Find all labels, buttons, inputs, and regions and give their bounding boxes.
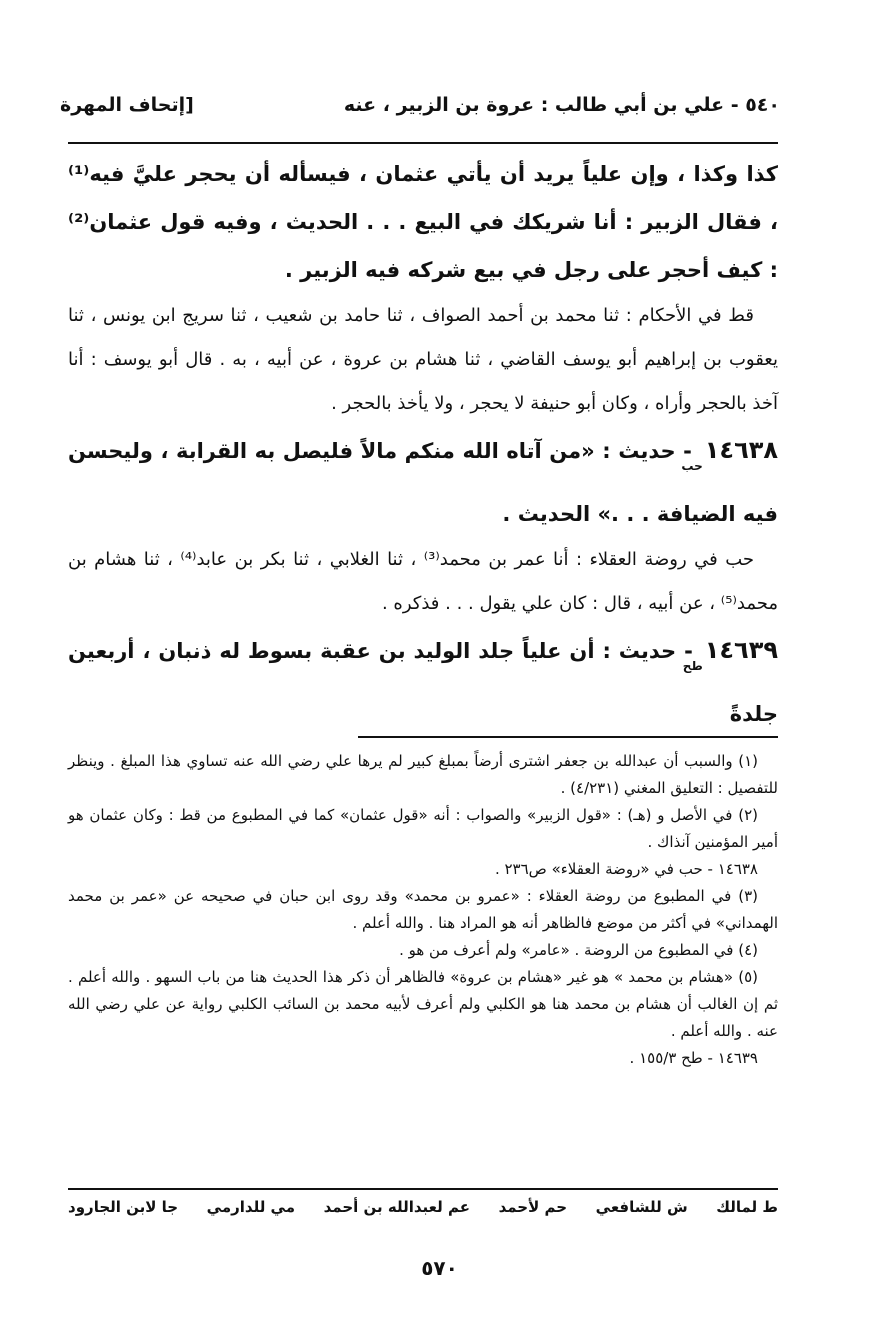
footnote-5: (٥) «هشام بن محمد » هو غير «هشام بن عروة» فالظاهر أن ذكر هذا الحديث هنا من باب السهو . والله أعلم . ثم إن الغالب أن هشام بن محمد هنا هو الكلبي ولم أعرف لأبيه محمد بن السائب الكلبي رواية عن علي رضي الله عنه . والله أعلم . — [68, 968, 778, 1040]
hadith-number: ١٤٦٣٩ — [704, 636, 778, 664]
hadith-text: - حديث : «من آتاه الله منكم مالاً فليصل به القرابة ، وليحسن فيه الضيافة . . .» الحديث . — [68, 439, 778, 526]
paragraph-isnad: حب في روضة العقلاء : أنا عمر بن محمد⁽³⁾ ، ثنا الغلابي ، ثنا بكر بن عابد⁽⁴⁾ ، ثنا هشام بن محمد⁽⁵⁾ ، عن أبيه ، قال : كان علي يقول . . . فذكره . — [68, 549, 778, 614]
hadith-text: - حديث : أن علياً جلد الوليد بن عقبة بسوط له ذنبان ، أربعين جلدةً — [68, 639, 778, 726]
siglum-item: جا لابن الجارود — [68, 1198, 179, 1216]
siglum-item: مي للدارمي — [206, 1198, 296, 1216]
header-rule — [68, 142, 778, 144]
siglum-item: عم لعبدالله بن أحمد — [323, 1198, 470, 1216]
siglum-item: حم لأحمد — [498, 1198, 568, 1216]
footnote-4: (٤) في المطبوع من الروضة . «عامر» ولم أعرف من هو . — [399, 941, 758, 959]
hadith-siglum: حب — [681, 459, 703, 473]
footnote-3: (٣) في المطبوع من روضة العقلاء : «عمرو بن محمد» وقد روى ابن حبان في صحيحه عن «عمر بن محمد الهمداني» في أكثر من موضع فالظاهر أنه هو المراد هنا . والله أعلم . — [68, 887, 778, 932]
footnote-rule — [358, 736, 778, 738]
hadith-number: ١٤٦٣٨ — [704, 436, 779, 464]
footnote-reference-14639: ١٤٦٣٩ - طح ١٥٥/٣ . — [629, 1049, 758, 1067]
hadith-siglum: طح — [682, 659, 703, 673]
main-text — [68, 150, 778, 738]
footnotes — [68, 748, 778, 1072]
running-header — [60, 90, 780, 130]
footnote-2: (٢) في الأصل و (هـ) : «قول الزبير» والصواب : أنه «قول عثمان» كما في المطبوع من قط : وكان عثمان هو أمير المؤمنين آنذاك . — [68, 806, 778, 851]
header-book-title: [إتحاف المهرة — [60, 94, 194, 116]
siglum-item: ش للشافعي — [595, 1198, 688, 1216]
page-number: ٥٧٠ — [421, 1256, 458, 1280]
siglum-item: ط لمالك — [716, 1198, 778, 1216]
sigla-key — [68, 1198, 778, 1228]
paragraph-continuation: كذا وكذا ، وإن علياً يريد أن يأتي عثمان ، فيسأله أن يحجر عليَّ فيه⁽¹⁾ ، فقال الزبير : أنا شريكك في البيع . . . الحديث ، وفيه قول عثمان⁽²⁾ : كيف أحجر على رجل في بيع شركه فيه الزبير . — [68, 162, 778, 282]
hadith-entry-14638 — [68, 426, 778, 538]
header-title: ٥٤٠ - علي بن أبي طالب : عروة بن الزبير ، عنه — [343, 94, 780, 116]
hadith-entry-14639 — [68, 626, 778, 738]
paragraph-source: قط في الأحكام : ثنا محمد بن أحمد الصواف ، ثنا حامد بن شعيب ، ثنا سريج ابن يونس ، ثنا يعقوب بن إبراهيم أبو يوسف القاضي ، ثنا هشام بن عروة ، عن أبيه ، به . قال أبو يوسف : أنا آخذ بالحجر وأراه ، وكان أبو حنيفة لا يحجر ، ولا يأخذ بالحجر . — [68, 305, 778, 414]
footnote-1: (١) والسبب أن عبدالله بن جعفر اشترى أرضاً بمبلغ كبير لم يرها علي رضي الله عنه تساوي هذا المبلغ . وينظر للتفصيل : التعليق المغني (٤/٢٣١) . — [68, 752, 778, 797]
sigla-rule — [68, 1188, 778, 1190]
footnote-reference-14638: ١٤٦٣٨ - حب في «روضة العقلاء» ص٢٣٦ . — [494, 860, 758, 878]
